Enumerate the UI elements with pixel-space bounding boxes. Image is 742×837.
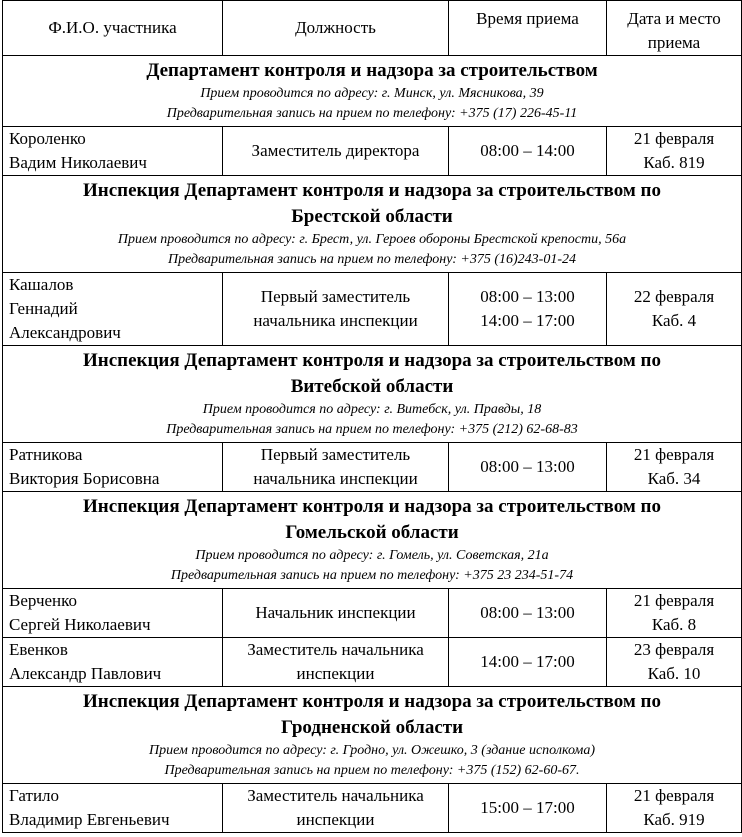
participant-position [223, 443, 449, 492]
participant-position [223, 784, 449, 833]
name-line: Кашалов [9, 275, 74, 294]
reception-date: 21 февраля [633, 445, 715, 464]
participant-position: Начальник инспекции [223, 589, 449, 638]
section-row [3, 492, 742, 589]
participant-name [3, 589, 223, 638]
section-title: Инспекция Департамент контроля и надзора за строительством по [83, 350, 661, 371]
section-cell [3, 492, 742, 589]
name-line: Ратникова [9, 445, 83, 464]
position-line: Заместитель начальника [247, 640, 424, 659]
section-row [3, 56, 742, 127]
name-line: Александр Павлович [9, 664, 162, 683]
time-line: 14:00 – 17:00 [480, 311, 575, 330]
reception-date-place [607, 638, 742, 687]
section-title-region: Витебской области [290, 376, 454, 397]
position-line: Первый заместитель [260, 287, 411, 306]
section-title: Инспекция Департамент контроля и надзора за строительством по [83, 496, 661, 517]
table-row [3, 443, 742, 492]
section-cell [3, 176, 742, 273]
table-row [3, 273, 742, 346]
position-line: начальника инспекции [253, 311, 418, 330]
reception-date-place [607, 443, 742, 492]
position-line: начальника инспекции [253, 469, 418, 488]
table-row [3, 589, 742, 638]
reception-time: 15:00 – 17:00 [449, 784, 607, 833]
reception-date-place [607, 784, 742, 833]
header-date-line2: приема [647, 33, 701, 52]
reception-date: 21 февраля [633, 591, 715, 610]
section-phone: Предварительная запись на прием по телефону: +375 (152) 62-60-67. [164, 763, 580, 778]
reception-date: 23 февраля [633, 640, 715, 659]
header-position: Должность [223, 1, 449, 56]
section-title: Департамент контроля и надзора за строительством [146, 60, 598, 81]
section-row [3, 687, 742, 784]
name-line: Александрович [9, 323, 121, 342]
name-line: Геннадий [9, 299, 78, 318]
name-line: Виктория Борисовна [9, 469, 160, 488]
section-title-region: Гомельской области [285, 522, 459, 543]
reception-room: Каб. 34 [647, 469, 701, 488]
section-title: Инспекция Департамент контроля и надзора за строительством по [83, 180, 661, 201]
reception-room: Каб. 819 [643, 153, 705, 172]
name-line: Сергей Николаевич [9, 615, 151, 634]
position-line: инспекции [296, 664, 375, 683]
reception-date-place [607, 589, 742, 638]
reception-date-place [607, 273, 742, 346]
participant-position [223, 638, 449, 687]
reception-room: Каб. 10 [647, 664, 701, 683]
section-address: Прием проводится по адресу: г. Гродно, ул. Ожешко, 3 (здание исполкома) [148, 743, 596, 758]
section-row [3, 176, 742, 273]
name-line: Короленко [9, 129, 86, 148]
reception-time [449, 273, 607, 346]
section-row [3, 346, 742, 443]
reception-time: 08:00 – 13:00 [449, 443, 607, 492]
section-cell [3, 687, 742, 784]
section-phone: Предварительная запись на прием по телефону: +375 (212) 62-68-83 [166, 422, 578, 437]
section-phone: Предварительная запись на прием по телефону: +375 (16)243-01-24 [167, 252, 577, 267]
name-line: Владимир Евгеньевич [9, 810, 170, 829]
participant-name [3, 127, 223, 176]
section-address: Прием проводится по адресу: г. Гомель, ул. Советская, 21а [195, 548, 549, 563]
position-line: Заместитель начальника [247, 786, 424, 805]
participant-name [3, 784, 223, 833]
section-title: Инспекция Департамент контроля и надзора за строительством по [83, 691, 661, 712]
section-phone: Предварительная запись на прием по телефону: +375 (17) 226-45-11 [166, 106, 578, 121]
section-cell [3, 346, 742, 443]
reception-schedule-table [2, 0, 742, 833]
position-line: Первый заместитель [260, 445, 411, 464]
participant-position: Заместитель директора [223, 127, 449, 176]
reception-date-place [607, 127, 742, 176]
reception-date: 21 февраля [633, 129, 715, 148]
time-line: 08:00 – 13:00 [480, 287, 575, 306]
table-row [3, 127, 742, 176]
reception-time: 14:00 – 17:00 [449, 638, 607, 687]
header-date [607, 1, 742, 56]
reception-time: 08:00 – 14:00 [449, 127, 607, 176]
reception-date: 22 февраля [633, 287, 715, 306]
section-address: Прием проводится по адресу: г. Витебск, ул. Правды, 18 [202, 402, 542, 417]
reception-time: 08:00 – 13:00 [449, 589, 607, 638]
name-line: Верченко [9, 591, 78, 610]
name-line: Евенков [9, 640, 68, 659]
section-title-region: Гродненской области [280, 717, 464, 738]
section-title-region: Брестской области [291, 206, 453, 227]
reception-room: Каб. 919 [643, 810, 705, 829]
header-date-line1: Дата и место [627, 9, 721, 28]
section-address: Прием проводится по адресу: г. Минск, ул. Мясникова, 39 [200, 86, 544, 101]
reception-date: 21 февраля [633, 786, 715, 805]
table-header-row [3, 1, 742, 56]
section-address: Прием проводится по адресу: г. Брест, ул. Героев обороны Брестской крепости, 56а [117, 232, 627, 247]
participant-name [3, 273, 223, 346]
section-cell [3, 56, 742, 127]
name-line: Вадим Николаевич [9, 153, 147, 172]
position-line: инспекции [296, 810, 375, 829]
participant-name [3, 638, 223, 687]
name-line: Гатило [9, 786, 60, 805]
table-row [3, 784, 742, 833]
table-row [3, 638, 742, 687]
section-phone: Предварительная запись на прием по телефону: +375 23 234-51-74 [170, 568, 574, 583]
participant-position [223, 273, 449, 346]
reception-room: Каб. 4 [651, 311, 697, 330]
reception-room: Каб. 8 [651, 615, 697, 634]
participant-name [3, 443, 223, 492]
header-name: Ф.И.О. участника [3, 1, 223, 56]
header-time: Время приема [449, 1, 607, 56]
